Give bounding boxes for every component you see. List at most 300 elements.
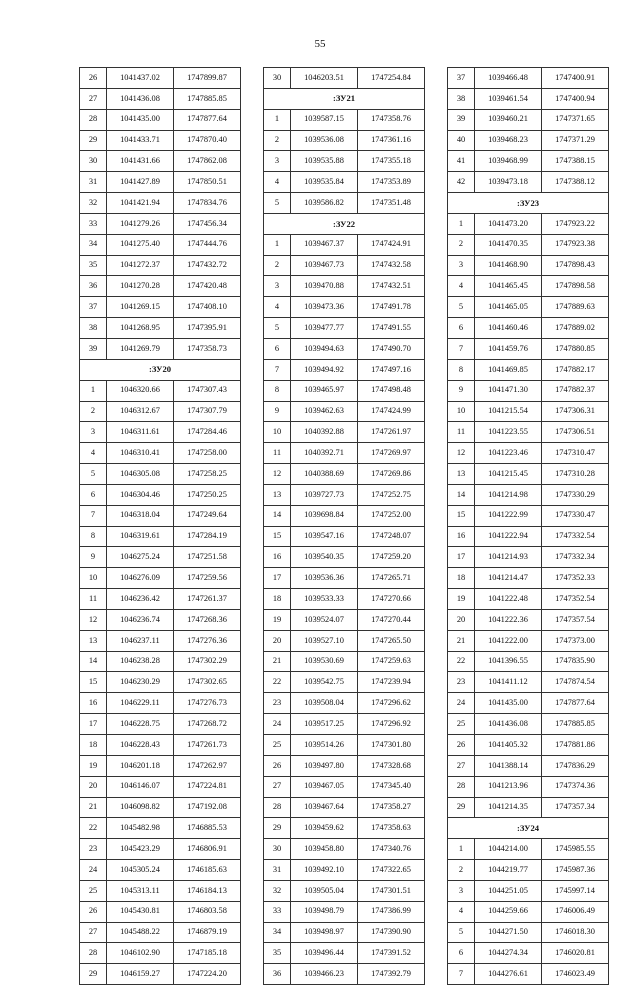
x-coordinate: 1046310.41 — [107, 443, 174, 464]
y-coordinate: 1746020.81 — [542, 943, 609, 964]
y-coordinate: 1747882.37 — [542, 380, 609, 401]
y-coordinate: 1747491.55 — [358, 318, 425, 339]
x-coordinate: 1039505.04 — [291, 880, 358, 901]
point-number: 23 — [80, 839, 107, 860]
y-coordinate: 1747456.34 — [174, 213, 241, 234]
y-coordinate: 1747301.80 — [358, 735, 425, 756]
y-coordinate: 1747248.07 — [358, 526, 425, 547]
x-coordinate: 1041222.36 — [475, 609, 542, 630]
x-coordinate: 1045313.11 — [107, 880, 174, 901]
y-coordinate: 1747391.52 — [358, 943, 425, 964]
table-row — [80, 860, 241, 881]
x-coordinate: 1040388.69 — [291, 464, 358, 485]
point-number: 17 — [80, 714, 107, 735]
point-number: 21 — [448, 630, 475, 651]
point-number: 40 — [448, 130, 475, 151]
y-coordinate: 1747259.63 — [358, 651, 425, 672]
table-row — [80, 609, 241, 630]
point-number: 22 — [264, 672, 291, 693]
point-number: 18 — [80, 735, 107, 756]
x-coordinate: 1039535.84 — [291, 172, 358, 193]
point-number: 27 — [80, 88, 107, 109]
y-coordinate: 1747392.79 — [358, 964, 425, 985]
y-coordinate: 1747432.51 — [358, 276, 425, 297]
point-number: 3 — [448, 880, 475, 901]
x-coordinate: 1046228.43 — [107, 735, 174, 756]
table-row — [264, 318, 425, 339]
x-coordinate: 1046275.24 — [107, 547, 174, 568]
point-number: 13 — [448, 464, 475, 485]
x-coordinate: 1046319.61 — [107, 526, 174, 547]
y-coordinate: 1747357.34 — [542, 797, 609, 818]
x-coordinate: 1039494.92 — [291, 359, 358, 380]
table-row — [448, 422, 609, 443]
table-row — [264, 964, 425, 985]
point-number: 25 — [448, 714, 475, 735]
table-row — [264, 276, 425, 297]
point-number: 13 — [264, 484, 291, 505]
y-coordinate: 1746806.91 — [174, 839, 241, 860]
y-coordinate: 1747307.43 — [174, 380, 241, 401]
x-coordinate: 1040392.88 — [291, 422, 358, 443]
point-number: 10 — [448, 401, 475, 422]
x-coordinate: 1039467.37 — [291, 234, 358, 255]
table-row — [80, 338, 241, 359]
section-title: :ЗУ21 — [264, 88, 425, 109]
table-row — [80, 568, 241, 589]
x-coordinate: 1039698.84 — [291, 505, 358, 526]
point-number: 42 — [448, 172, 475, 193]
table-row — [264, 234, 425, 255]
x-coordinate: 1041213.96 — [475, 776, 542, 797]
point-number: 6 — [264, 338, 291, 359]
table-row — [264, 338, 425, 359]
point-number: 33 — [264, 901, 291, 922]
x-coordinate: 1041269.15 — [107, 297, 174, 318]
table-row — [448, 901, 609, 922]
y-coordinate: 1747357.54 — [542, 609, 609, 630]
table-row — [80, 651, 241, 672]
table-row — [264, 693, 425, 714]
y-coordinate: 1746803.58 — [174, 901, 241, 922]
point-number: 5 — [448, 922, 475, 943]
x-coordinate: 1046236.42 — [107, 589, 174, 610]
section-title: :ЗУ20 — [80, 359, 241, 380]
x-coordinate: 1041222.99 — [475, 505, 542, 526]
y-coordinate: 1747268.72 — [174, 714, 241, 735]
point-number: 26 — [80, 901, 107, 922]
table-row — [264, 68, 425, 89]
y-coordinate: 1747497.16 — [358, 359, 425, 380]
x-coordinate: 1040392.71 — [291, 443, 358, 464]
x-coordinate: 1041435.00 — [475, 693, 542, 714]
point-number: 5 — [264, 193, 291, 214]
x-coordinate: 1039533.33 — [291, 589, 358, 610]
table-row — [264, 651, 425, 672]
point-number: 5 — [80, 464, 107, 485]
point-number: 2 — [264, 255, 291, 276]
x-coordinate: 1045305.24 — [107, 860, 174, 881]
point-number: 28 — [80, 109, 107, 130]
y-coordinate: 1747302.29 — [174, 651, 241, 672]
table-row — [264, 526, 425, 547]
table-row — [448, 109, 609, 130]
point-number: 31 — [80, 172, 107, 193]
x-coordinate: 1041465.45 — [475, 276, 542, 297]
point-number: 9 — [264, 401, 291, 422]
table-row — [80, 839, 241, 860]
x-coordinate: 1039497.80 — [291, 755, 358, 776]
y-coordinate: 1747224.81 — [174, 776, 241, 797]
y-coordinate: 1746018.30 — [542, 922, 609, 943]
x-coordinate: 1041436.08 — [475, 714, 542, 735]
y-coordinate: 1747259.20 — [358, 547, 425, 568]
table-row — [80, 818, 241, 839]
point-number: 38 — [80, 318, 107, 339]
y-coordinate: 1747923.38 — [542, 234, 609, 255]
point-number: 39 — [448, 109, 475, 130]
point-number: 6 — [448, 318, 475, 339]
point-number: 19 — [448, 589, 475, 610]
x-coordinate: 1041214.93 — [475, 547, 542, 568]
y-coordinate: 1747270.44 — [358, 609, 425, 630]
table-row — [264, 943, 425, 964]
point-number: 20 — [448, 609, 475, 630]
table-row — [264, 151, 425, 172]
table-row — [80, 505, 241, 526]
table-row — [448, 672, 609, 693]
y-coordinate: 1746023.49 — [542, 964, 609, 985]
x-coordinate: 1039461.54 — [475, 88, 542, 109]
table-row — [80, 193, 241, 214]
point-number: 38 — [448, 88, 475, 109]
x-coordinate: 1039477.77 — [291, 318, 358, 339]
table-row — [80, 797, 241, 818]
x-coordinate: 1041272.37 — [107, 255, 174, 276]
x-coordinate: 1041214.35 — [475, 797, 542, 818]
point-number: 15 — [448, 505, 475, 526]
point-number: 10 — [80, 568, 107, 589]
x-coordinate: 1041396.55 — [475, 651, 542, 672]
point-number: 17 — [264, 568, 291, 589]
point-number: 9 — [448, 380, 475, 401]
point-number: 32 — [264, 880, 291, 901]
table-row — [264, 380, 425, 401]
table-row — [80, 151, 241, 172]
x-coordinate: 1041436.08 — [107, 88, 174, 109]
x-coordinate: 1046305.08 — [107, 464, 174, 485]
x-coordinate: 1039468.23 — [475, 130, 542, 151]
table-row — [80, 735, 241, 756]
point-number: 39 — [80, 338, 107, 359]
table-row — [80, 464, 241, 485]
y-coordinate: 1747258.00 — [174, 443, 241, 464]
point-number: 10 — [264, 422, 291, 443]
y-coordinate: 1745985.55 — [542, 839, 609, 860]
y-coordinate: 1747345.40 — [358, 776, 425, 797]
x-coordinate: 1046318.04 — [107, 505, 174, 526]
x-coordinate: 1041215.45 — [475, 464, 542, 485]
table-row — [448, 505, 609, 526]
point-number: 18 — [448, 568, 475, 589]
y-coordinate: 1747310.28 — [542, 464, 609, 485]
y-coordinate: 1747239.94 — [358, 672, 425, 693]
table-row — [264, 568, 425, 589]
y-coordinate: 1747261.37 — [174, 589, 241, 610]
y-coordinate: 1747898.43 — [542, 255, 609, 276]
x-coordinate: 1039540.35 — [291, 547, 358, 568]
point-number: 4 — [264, 297, 291, 318]
y-coordinate: 1747306.51 — [542, 422, 609, 443]
y-coordinate: 1747355.18 — [358, 151, 425, 172]
point-number: 26 — [80, 68, 107, 89]
y-coordinate: 1747432.58 — [358, 255, 425, 276]
table-row — [264, 630, 425, 651]
table-row — [80, 234, 241, 255]
y-coordinate: 1747352.54 — [542, 589, 609, 610]
x-coordinate: 1046203.51 — [291, 68, 358, 89]
y-coordinate: 1747490.70 — [358, 338, 425, 359]
y-coordinate: 1747270.66 — [358, 589, 425, 610]
x-coordinate: 1046311.61 — [107, 422, 174, 443]
table-row — [264, 776, 425, 797]
point-number: 29 — [264, 818, 291, 839]
x-coordinate: 1039508.04 — [291, 693, 358, 714]
x-coordinate: 1046276.09 — [107, 568, 174, 589]
y-coordinate: 1747269.86 — [358, 464, 425, 485]
point-number: 21 — [264, 651, 291, 672]
y-coordinate: 1747250.25 — [174, 484, 241, 505]
point-number: 25 — [80, 880, 107, 901]
table-row — [264, 172, 425, 193]
table-row — [264, 109, 425, 130]
x-coordinate: 1039496.44 — [291, 943, 358, 964]
y-coordinate: 1747261.73 — [174, 735, 241, 756]
point-number: 18 — [264, 589, 291, 610]
y-coordinate: 1747358.76 — [358, 109, 425, 130]
y-coordinate: 1747330.29 — [542, 484, 609, 505]
y-coordinate: 1747444.76 — [174, 234, 241, 255]
point-number: 36 — [80, 276, 107, 297]
y-coordinate: 1747898.58 — [542, 276, 609, 297]
y-coordinate: 1747254.84 — [358, 68, 425, 89]
point-number: 12 — [80, 609, 107, 630]
table-row — [448, 609, 609, 630]
table-row — [448, 526, 609, 547]
x-coordinate: 1044214.00 — [475, 839, 542, 860]
x-coordinate: 1041388.14 — [475, 755, 542, 776]
table-row — [448, 213, 609, 234]
point-number: 7 — [264, 359, 291, 380]
x-coordinate: 1041433.71 — [107, 130, 174, 151]
x-coordinate: 1039458.80 — [291, 839, 358, 860]
section-title: :ЗУ24 — [448, 818, 609, 839]
x-coordinate: 1046146.07 — [107, 776, 174, 797]
table-row — [448, 547, 609, 568]
table-row — [80, 693, 241, 714]
y-coordinate: 1747332.54 — [542, 526, 609, 547]
y-coordinate: 1747358.63 — [358, 818, 425, 839]
y-coordinate: 1747885.85 — [174, 88, 241, 109]
table-row — [80, 943, 241, 964]
y-coordinate: 1746879.19 — [174, 922, 241, 943]
y-coordinate: 1747388.12 — [542, 172, 609, 193]
x-coordinate: 1041459.76 — [475, 338, 542, 359]
table-row — [264, 443, 425, 464]
x-coordinate: 1045430.81 — [107, 901, 174, 922]
x-coordinate: 1039542.75 — [291, 672, 358, 693]
table-row — [448, 359, 609, 380]
x-coordinate: 1041411.12 — [475, 672, 542, 693]
table-row — [448, 255, 609, 276]
point-number: 3 — [448, 255, 475, 276]
x-coordinate: 1039517.25 — [291, 714, 358, 735]
point-number: 13 — [80, 630, 107, 651]
y-coordinate: 1747262.97 — [174, 755, 241, 776]
y-coordinate: 1747850.51 — [174, 172, 241, 193]
x-coordinate: 1041431.66 — [107, 151, 174, 172]
y-coordinate: 1747877.64 — [174, 109, 241, 130]
table-row — [264, 547, 425, 568]
point-number: 19 — [264, 609, 291, 630]
x-coordinate: 1044276.61 — [475, 964, 542, 985]
x-coordinate: 1039492.10 — [291, 860, 358, 881]
x-coordinate: 1039467.73 — [291, 255, 358, 276]
table-row — [448, 714, 609, 735]
point-number: 27 — [80, 922, 107, 943]
point-number: 33 — [80, 213, 107, 234]
x-coordinate: 1044219.77 — [475, 860, 542, 881]
table-row — [80, 380, 241, 401]
point-number: 27 — [264, 776, 291, 797]
y-coordinate: 1747328.68 — [358, 755, 425, 776]
x-coordinate: 1039467.05 — [291, 776, 358, 797]
point-number: 1 — [264, 234, 291, 255]
section-header-row — [264, 213, 425, 234]
table-row — [264, 901, 425, 922]
y-coordinate: 1747261.97 — [358, 422, 425, 443]
y-coordinate: 1747251.58 — [174, 547, 241, 568]
point-number: 17 — [448, 547, 475, 568]
table-row — [448, 693, 609, 714]
x-coordinate: 1041268.95 — [107, 318, 174, 339]
y-coordinate: 1747351.48 — [358, 193, 425, 214]
x-coordinate: 1039470.88 — [291, 276, 358, 297]
y-coordinate: 1747265.50 — [358, 630, 425, 651]
x-coordinate: 1039586.82 — [291, 193, 358, 214]
x-coordinate: 1041470.35 — [475, 234, 542, 255]
x-coordinate: 1039547.16 — [291, 526, 358, 547]
y-coordinate: 1747880.85 — [542, 338, 609, 359]
section-header-row — [448, 818, 609, 839]
point-number: 28 — [80, 943, 107, 964]
x-coordinate: 1039498.79 — [291, 901, 358, 922]
x-coordinate: 1045423.29 — [107, 839, 174, 860]
table-row — [264, 255, 425, 276]
x-coordinate: 1039494.63 — [291, 338, 358, 359]
y-coordinate: 1747881.86 — [542, 735, 609, 756]
x-coordinate: 1046312.67 — [107, 401, 174, 422]
point-number: 11 — [80, 589, 107, 610]
table-row — [264, 880, 425, 901]
x-coordinate: 1039467.64 — [291, 797, 358, 818]
x-coordinate: 1046230.29 — [107, 672, 174, 693]
table-row — [448, 943, 609, 964]
point-number: 30 — [264, 839, 291, 860]
x-coordinate: 1041469.85 — [475, 359, 542, 380]
point-number: 26 — [264, 755, 291, 776]
table-row — [264, 860, 425, 881]
point-number: 2 — [448, 860, 475, 881]
y-coordinate: 1747310.47 — [542, 443, 609, 464]
table-row — [448, 735, 609, 756]
table-row — [448, 318, 609, 339]
table-row — [448, 776, 609, 797]
y-coordinate: 1747498.48 — [358, 380, 425, 401]
table-row — [448, 338, 609, 359]
y-coordinate: 1747899.87 — [174, 68, 241, 89]
y-coordinate: 1746885.53 — [174, 818, 241, 839]
table-row — [448, 922, 609, 943]
point-number: 7 — [448, 964, 475, 985]
table-row — [264, 672, 425, 693]
y-coordinate: 1747296.62 — [358, 693, 425, 714]
y-coordinate: 1747296.92 — [358, 714, 425, 735]
y-coordinate: 1747302.65 — [174, 672, 241, 693]
point-number: 29 — [448, 797, 475, 818]
x-coordinate: 1041465.05 — [475, 297, 542, 318]
x-coordinate: 1041269.79 — [107, 338, 174, 359]
y-coordinate: 1747224.20 — [174, 964, 241, 985]
point-number: 31 — [264, 860, 291, 881]
x-coordinate: 1039460.21 — [475, 109, 542, 130]
y-coordinate: 1746006.49 — [542, 901, 609, 922]
y-coordinate: 1747276.73 — [174, 693, 241, 714]
point-number: 8 — [448, 359, 475, 380]
y-coordinate: 1747258.25 — [174, 464, 241, 485]
point-number: 37 — [448, 68, 475, 89]
x-coordinate: 1041270.28 — [107, 276, 174, 297]
x-coordinate: 1041437.02 — [107, 68, 174, 89]
y-coordinate: 1747306.31 — [542, 401, 609, 422]
point-number: 9 — [80, 547, 107, 568]
y-coordinate: 1746184.13 — [174, 880, 241, 901]
point-number: 20 — [80, 776, 107, 797]
y-coordinate: 1747889.63 — [542, 297, 609, 318]
x-coordinate: 1039536.08 — [291, 130, 358, 151]
table-row — [264, 193, 425, 214]
table-row — [448, 568, 609, 589]
table-row — [264, 839, 425, 860]
x-coordinate: 1044259.66 — [475, 901, 542, 922]
point-number: 7 — [80, 505, 107, 526]
y-coordinate: 1747185.18 — [174, 943, 241, 964]
table-row — [80, 547, 241, 568]
x-coordinate: 1039462.63 — [291, 401, 358, 422]
point-number: 14 — [80, 651, 107, 672]
x-coordinate: 1046237.11 — [107, 630, 174, 651]
point-number: 24 — [264, 714, 291, 735]
point-number: 35 — [264, 943, 291, 964]
table-row — [264, 484, 425, 505]
point-number: 26 — [448, 735, 475, 756]
table-row — [264, 589, 425, 610]
y-coordinate: 1747836.29 — [542, 755, 609, 776]
y-coordinate: 1747862.08 — [174, 151, 241, 172]
y-coordinate: 1747259.56 — [174, 568, 241, 589]
y-coordinate: 1747923.22 — [542, 213, 609, 234]
point-number: 41 — [448, 151, 475, 172]
